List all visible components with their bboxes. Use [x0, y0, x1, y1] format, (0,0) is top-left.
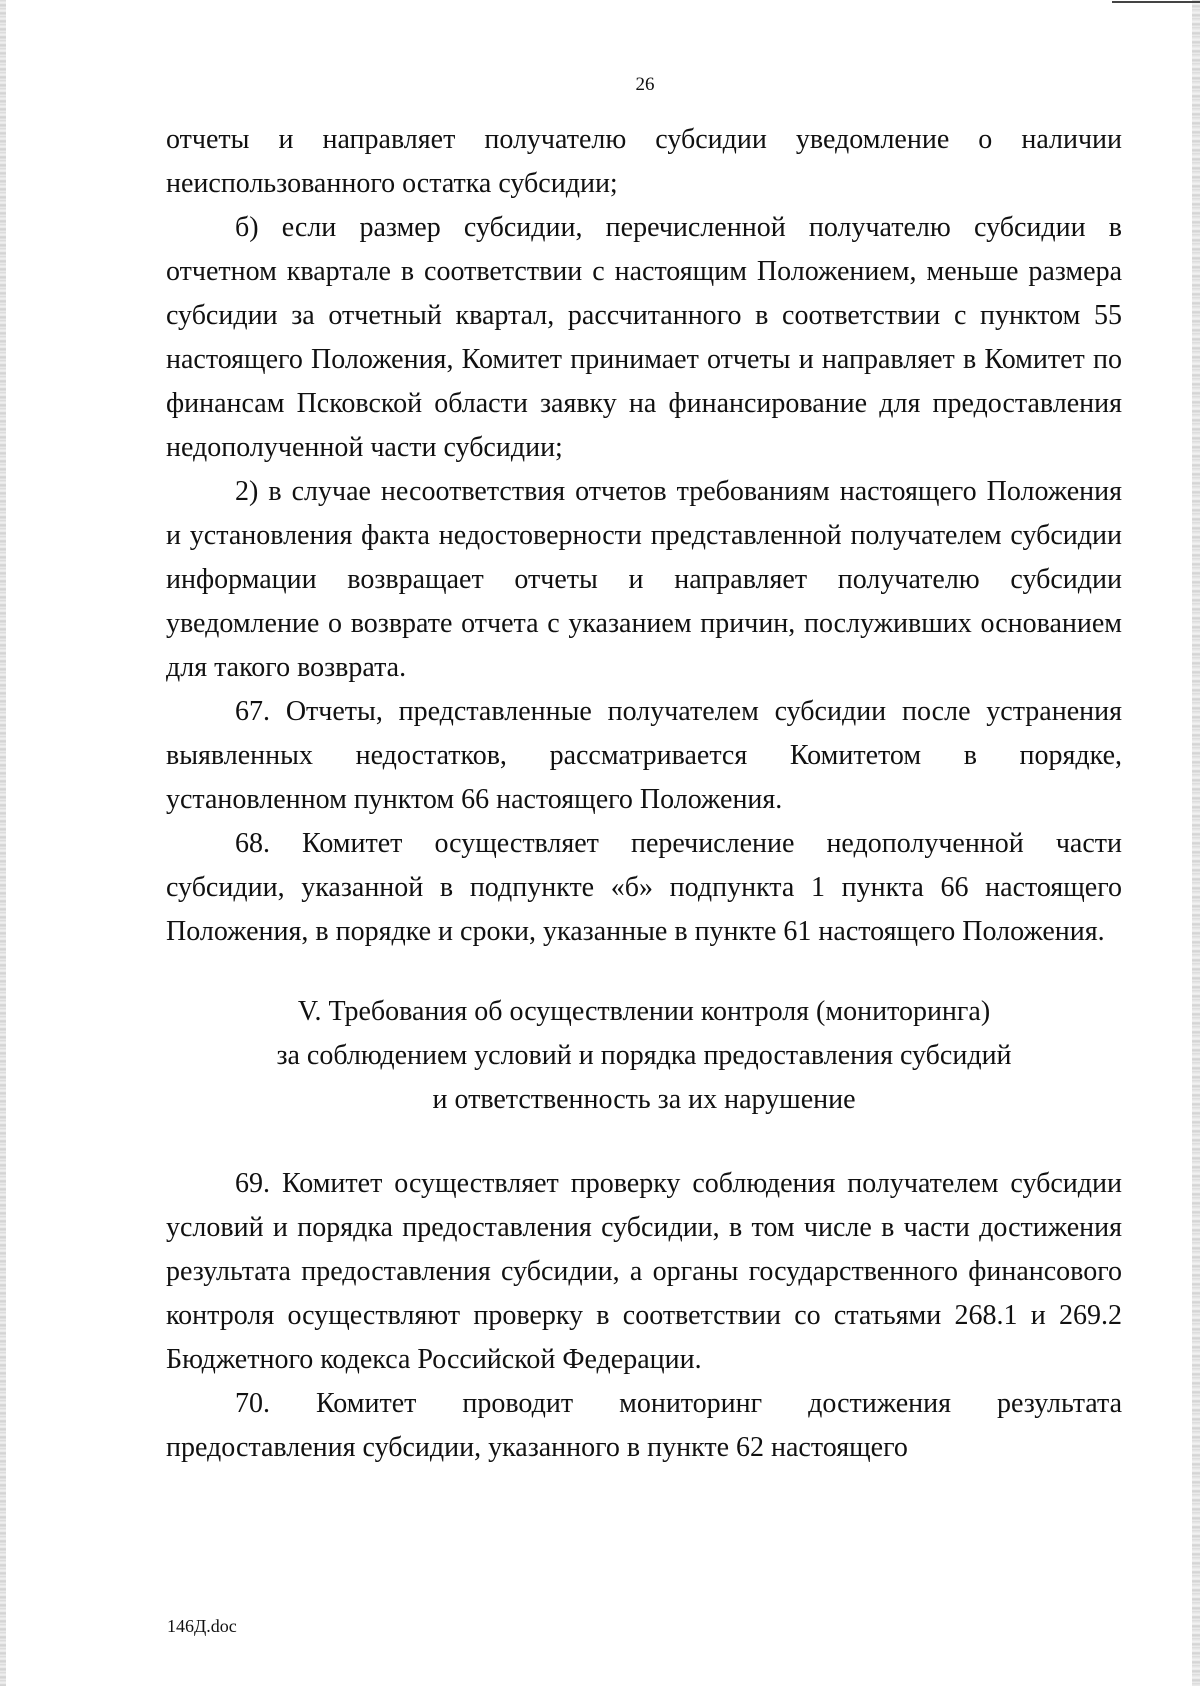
- page-number: 26: [635, 74, 655, 95]
- scan-edge-left: [0, 0, 6, 1686]
- paragraph-continuation: отчеты и направляет получателю субсидии уведомление о наличии неиспользованного остатка субсидии;: [166, 124, 1122, 199]
- document-body: [166, 118, 1122, 1470]
- paragraph-70: 70. Комитет проводит мониторинг достижения результата предоставления субсидии, указанного в пункте 62 настоящего: [166, 1388, 1122, 1463]
- footer-filename: 146Д.doc: [167, 1616, 237, 1636]
- paragraph-67: 67. Отчеты, представленные получателем субсидии после устранения выявленных недостатков, рассматривается Комитетом в порядке, установленном пунктом 66 настоящего Положения.: [166, 696, 1122, 815]
- paragraph-69: 69. Комитет осуществляет проверку соблюдения получателем субсидии условий и порядка предоставления субсидии, в том числе в части достижения результата предоставления субсидии, а органы государственного финансового контроля осуществляют проверку в соответствии со статьями 268.1 и 269.2 Бюджетного кодекса Российской Федерации.: [166, 1168, 1122, 1375]
- paragraph-subitem-2: 2) в случае несоответствия отчетов требованиям настоящего Положения и установления факта недостоверности представленной получателем субсидии информации возвращает отчеты и направляет получателю субсидии уведомление о возврате отчета с указанием причин, послуживших основанием для такого возврата.: [166, 476, 1122, 683]
- scan-top-line: [1112, 1, 1200, 3]
- paragraph-subitem-b: б) если размер субсидии, перечисленной получателю субсидии в отчетном квартале в соответствии с настоящим Положением, меньше размера субсидии за отчетный квартал, рассчитанного в соответствии с пунктом 55 настоящего Положения, Комитет принимает отчеты и направляет в Комитет по финансам Псковской области заявку на финансирование для предоставления недополученной части субсидии;: [166, 212, 1122, 463]
- scan-edge-right: [1192, 0, 1200, 1686]
- section-heading: [166, 990, 1122, 1122]
- section-heading-line-1: V. Требования об осуществлении контроля (мониторинга): [297, 996, 991, 1027]
- paragraph-68: 68. Комитет осуществляет перечисление недополученной части субсидии, указанной в подпункте «б» подпункта 1 пункта 66 настоящего Положения, в порядке и сроки, указанные в пункте 61 настоящего Положения.: [166, 828, 1122, 947]
- section-heading-line-2: за соблюдением условий и порядка предоставления субсидий: [276, 1040, 1012, 1071]
- section-heading-line-3: и ответственность за их нарушение: [432, 1084, 856, 1115]
